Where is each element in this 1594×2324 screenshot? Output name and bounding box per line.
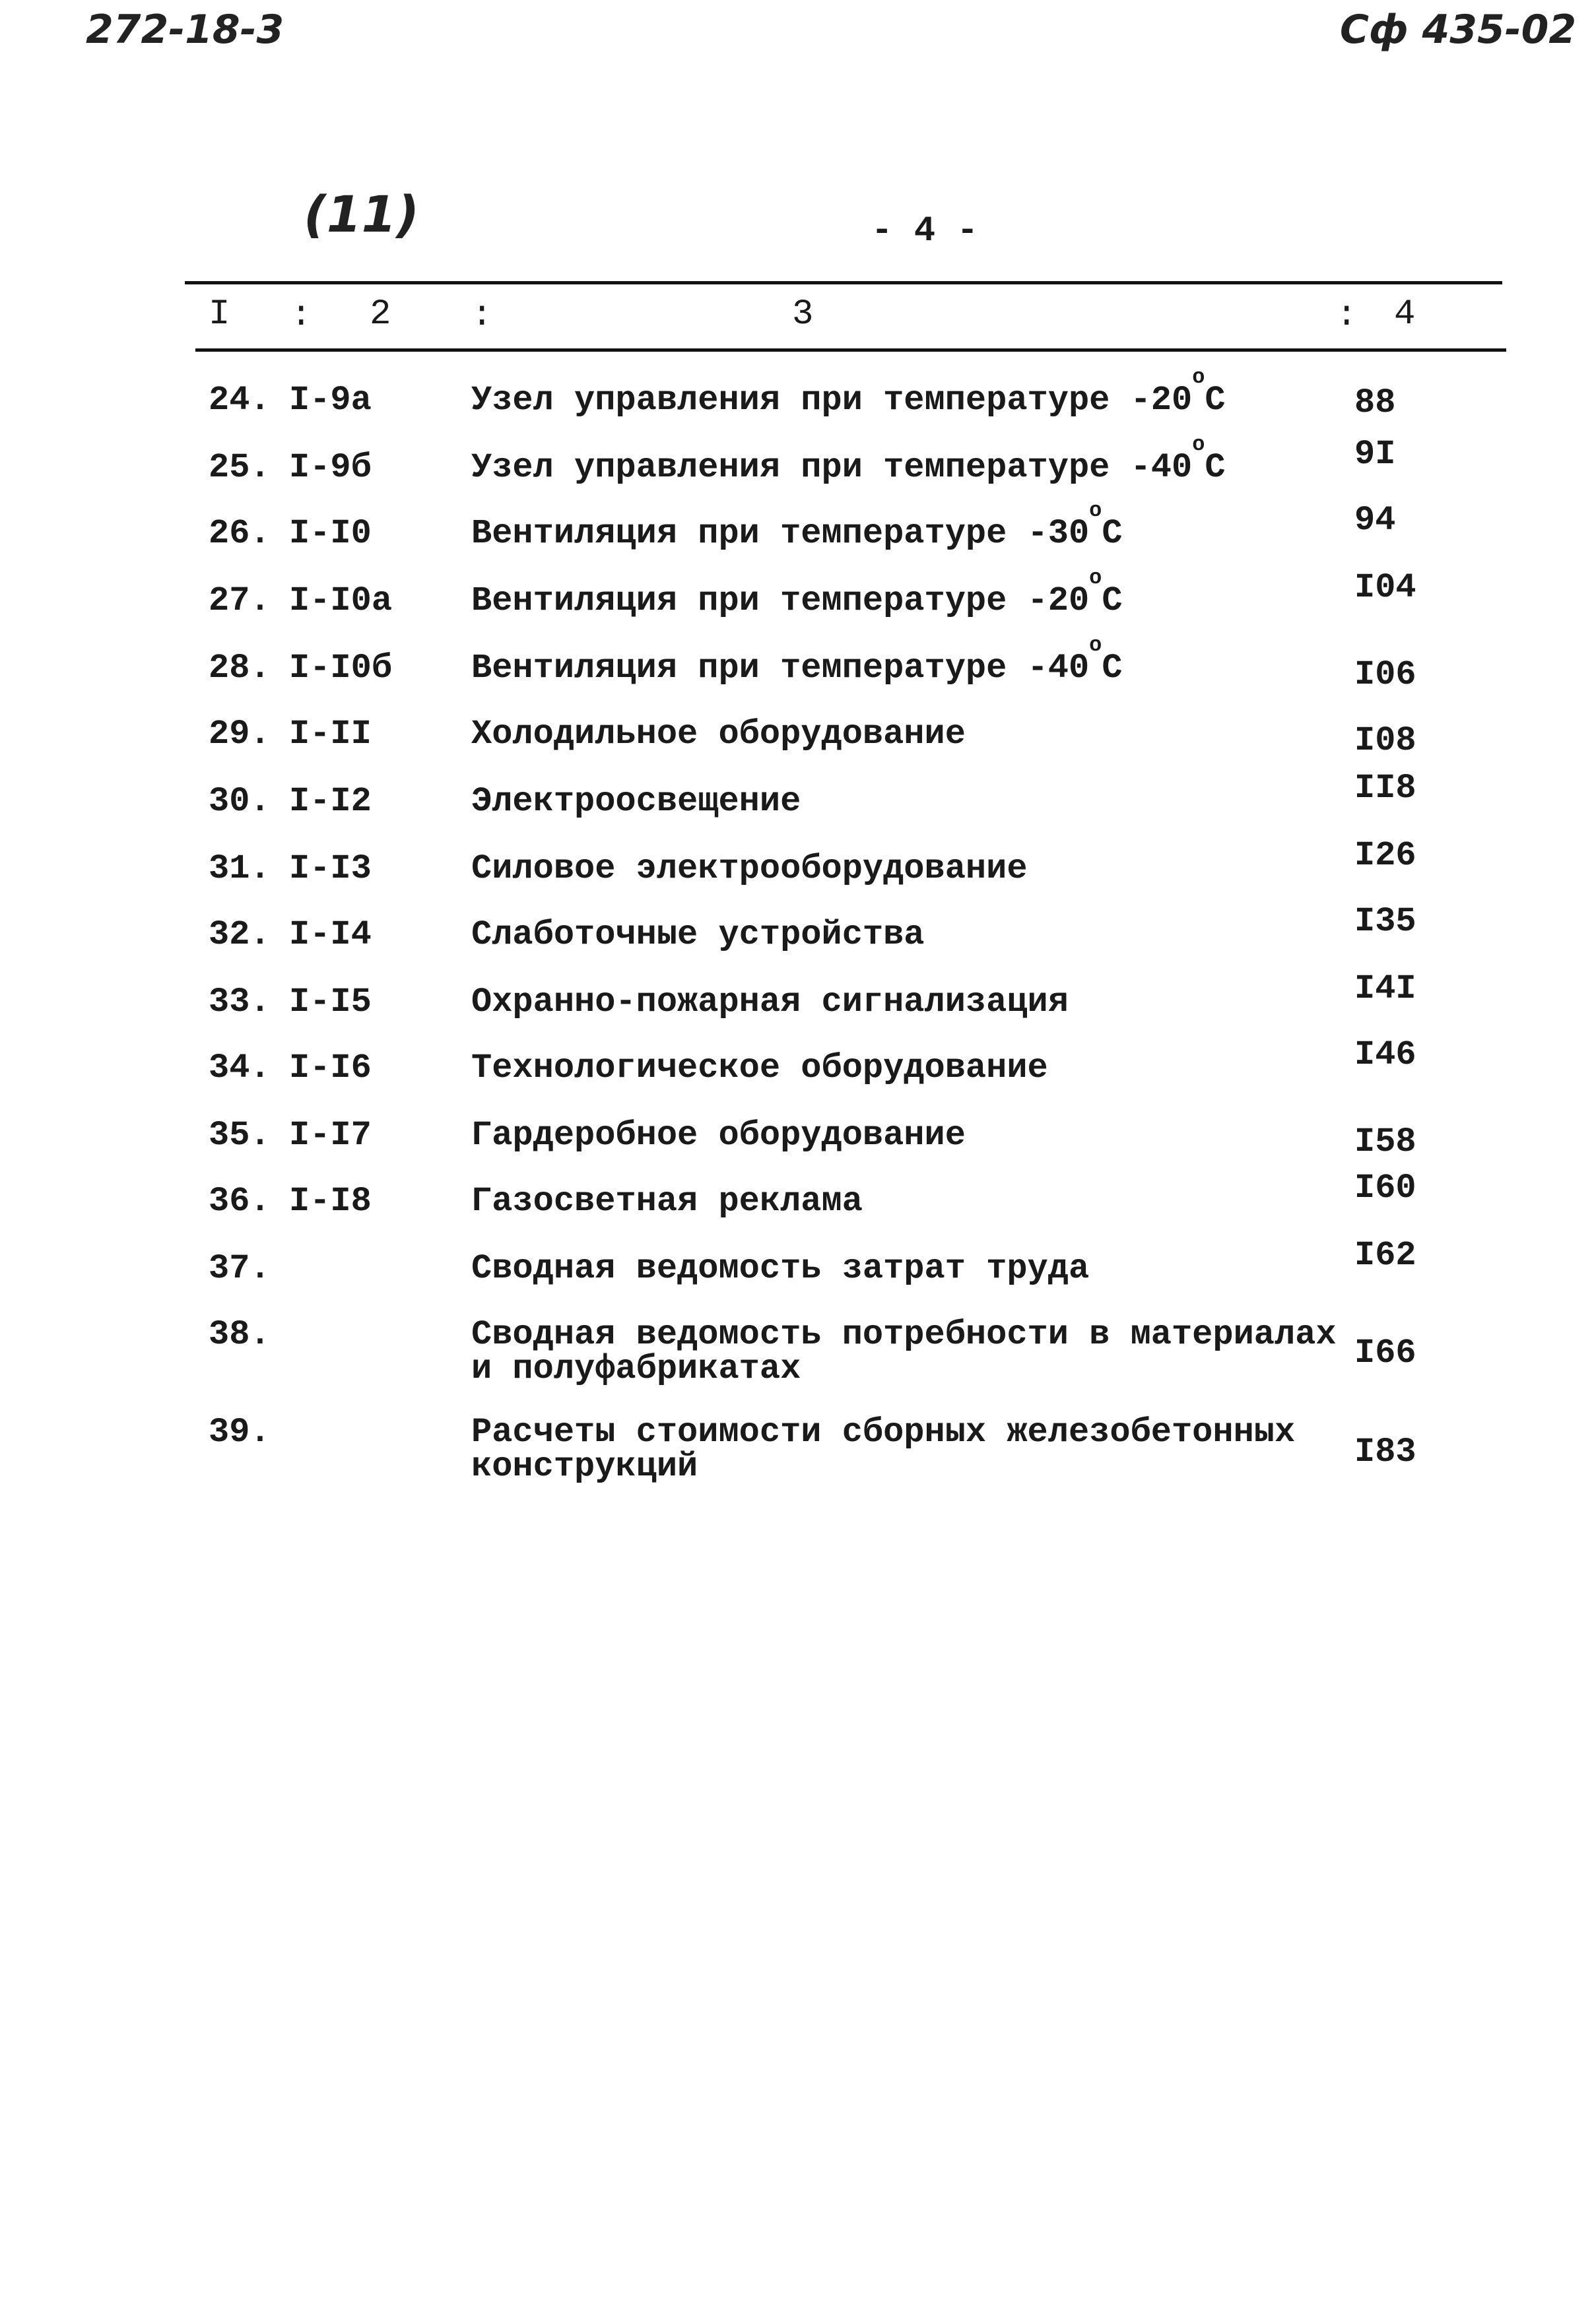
degree-sign: о	[1192, 365, 1205, 389]
row-title	[471, 498, 1123, 553]
row-title	[471, 1315, 1337, 1354]
row-title	[471, 633, 1123, 688]
row-title-text: Гардеробное оборудование	[471, 1116, 966, 1155]
row-title-text: Узел управления при температуре -20	[471, 381, 1193, 420]
row-title-text: Сводная ведомость затрат труда	[471, 1249, 1090, 1288]
header-sep: :	[1336, 296, 1358, 336]
header-sep: :	[471, 296, 493, 336]
row-code: I-I0а	[289, 581, 393, 620]
row-title-line2: конструкций	[471, 1447, 698, 1486]
row-number: 39.	[209, 1413, 271, 1452]
row-title-text: Вентиляция при температуре -20	[471, 581, 1090, 620]
row-title-line2: и полуфабрикатах	[471, 1349, 801, 1388]
header-col1: I	[209, 294, 230, 335]
row-title-text: Расчеты стоимости сборных железобетонных	[471, 1413, 1296, 1452]
row-page: I66	[1354, 1334, 1416, 1372]
row-title	[471, 1413, 1296, 1452]
row-page: I60	[1354, 1169, 1416, 1208]
unit: С	[1205, 381, 1226, 420]
row-title-text: Электроосвещение	[471, 782, 801, 821]
row-number: 33.	[209, 983, 271, 1021]
row-number: 34.	[209, 1049, 271, 1087]
row-page: 88	[1354, 383, 1396, 422]
row-page: I04	[1354, 568, 1416, 607]
row-page: I4I	[1354, 969, 1416, 1008]
row-title-text: Технологическое оборудование	[471, 1049, 1048, 1087]
row-page: I08	[1354, 721, 1416, 760]
degree-sign: о	[1089, 565, 1102, 590]
header-col2: 2	[370, 294, 391, 335]
row-page: I06	[1354, 655, 1416, 694]
header-col4: 4	[1394, 294, 1416, 335]
row-number: 26.	[209, 514, 271, 553]
degree-sign: о	[1089, 498, 1102, 523]
row-number: 35.	[209, 1116, 271, 1155]
row-page: I26	[1354, 836, 1416, 875]
row-number: 36.	[209, 1182, 271, 1221]
row-number: 28.	[209, 649, 271, 688]
row-title	[471, 565, 1123, 620]
row-code: I-I6	[289, 1049, 372, 1087]
row-title	[471, 365, 1226, 420]
row-number: 32.	[209, 915, 271, 954]
row-title	[471, 1182, 863, 1221]
row-code: I-I7	[289, 1116, 372, 1155]
row-title	[471, 849, 1028, 888]
row-title-text: Газосветная реклама	[471, 1182, 863, 1221]
row-number: 38.	[209, 1315, 271, 1354]
row-number: 31.	[209, 849, 271, 888]
row-code: I-I5	[289, 983, 372, 1021]
row-title	[471, 782, 801, 821]
row-title	[471, 915, 925, 954]
row-title	[471, 715, 966, 754]
unit: С	[1102, 514, 1123, 553]
row-number: 25.	[209, 448, 271, 487]
unit: С	[1102, 649, 1123, 688]
row-code: I-II	[289, 715, 372, 754]
row-number: 24.	[209, 381, 271, 420]
row-number: 30.	[209, 782, 271, 821]
header-col3: 3	[792, 294, 814, 335]
row-title	[471, 1049, 1048, 1087]
header-top-rule	[185, 281, 1502, 284]
row-number: 37.	[209, 1249, 271, 1288]
row-code: I-I8	[289, 1182, 372, 1221]
row-title-text: Холодильное оборудование	[471, 715, 966, 754]
degree-sign: о	[1089, 633, 1102, 657]
row-title	[471, 983, 1069, 1021]
row-title-text: Узел управления при температуре -40	[471, 448, 1193, 487]
degree-sign: о	[1192, 432, 1205, 457]
row-page: I35	[1354, 902, 1416, 941]
row-code: I-I4	[289, 915, 372, 954]
row-code: I-I0	[289, 514, 372, 553]
unit: С	[1102, 581, 1123, 620]
page-number: - 4 -	[871, 211, 979, 251]
row-page: I46	[1354, 1035, 1416, 1074]
row-code: I-I2	[289, 782, 372, 821]
row-title	[471, 1249, 1090, 1288]
row-page: 94	[1354, 501, 1396, 540]
row-title-text: Силовое электрооборудование	[471, 849, 1028, 888]
row-title-text: Сводная ведомость потребности в материалах	[471, 1315, 1337, 1354]
row-code: I-9б	[289, 448, 372, 487]
handwritten-code-right: Сф 435-02	[1340, 7, 1577, 53]
row-code: I-I3	[289, 849, 372, 888]
row-code: I-9а	[289, 381, 372, 420]
handwritten-sheet-number: (11)	[304, 185, 420, 243]
row-title	[471, 432, 1226, 487]
row-title-text: Слаботочные устройства	[471, 915, 925, 954]
row-page: I83	[1354, 1433, 1416, 1471]
row-title-text: Вентиляция при температуре -40	[471, 649, 1090, 688]
row-title-text: Вентиляция при температуре -30	[471, 514, 1090, 553]
header-bottom-rule	[195, 348, 1506, 352]
row-page: I58	[1354, 1122, 1416, 1161]
row-title-text: Охранно-пожарная сигнализация	[471, 983, 1069, 1021]
row-page: II8	[1354, 769, 1416, 808]
unit: С	[1205, 448, 1226, 487]
handwritten-code-left: 272-18-3	[86, 7, 284, 53]
header-sep: :	[290, 296, 312, 336]
row-title	[471, 1116, 966, 1155]
row-number: 29.	[209, 715, 271, 754]
row-page: I62	[1354, 1236, 1416, 1275]
row-code: I-I0б	[289, 649, 393, 688]
row-page: 9I	[1354, 435, 1396, 474]
row-number: 27.	[209, 581, 271, 620]
